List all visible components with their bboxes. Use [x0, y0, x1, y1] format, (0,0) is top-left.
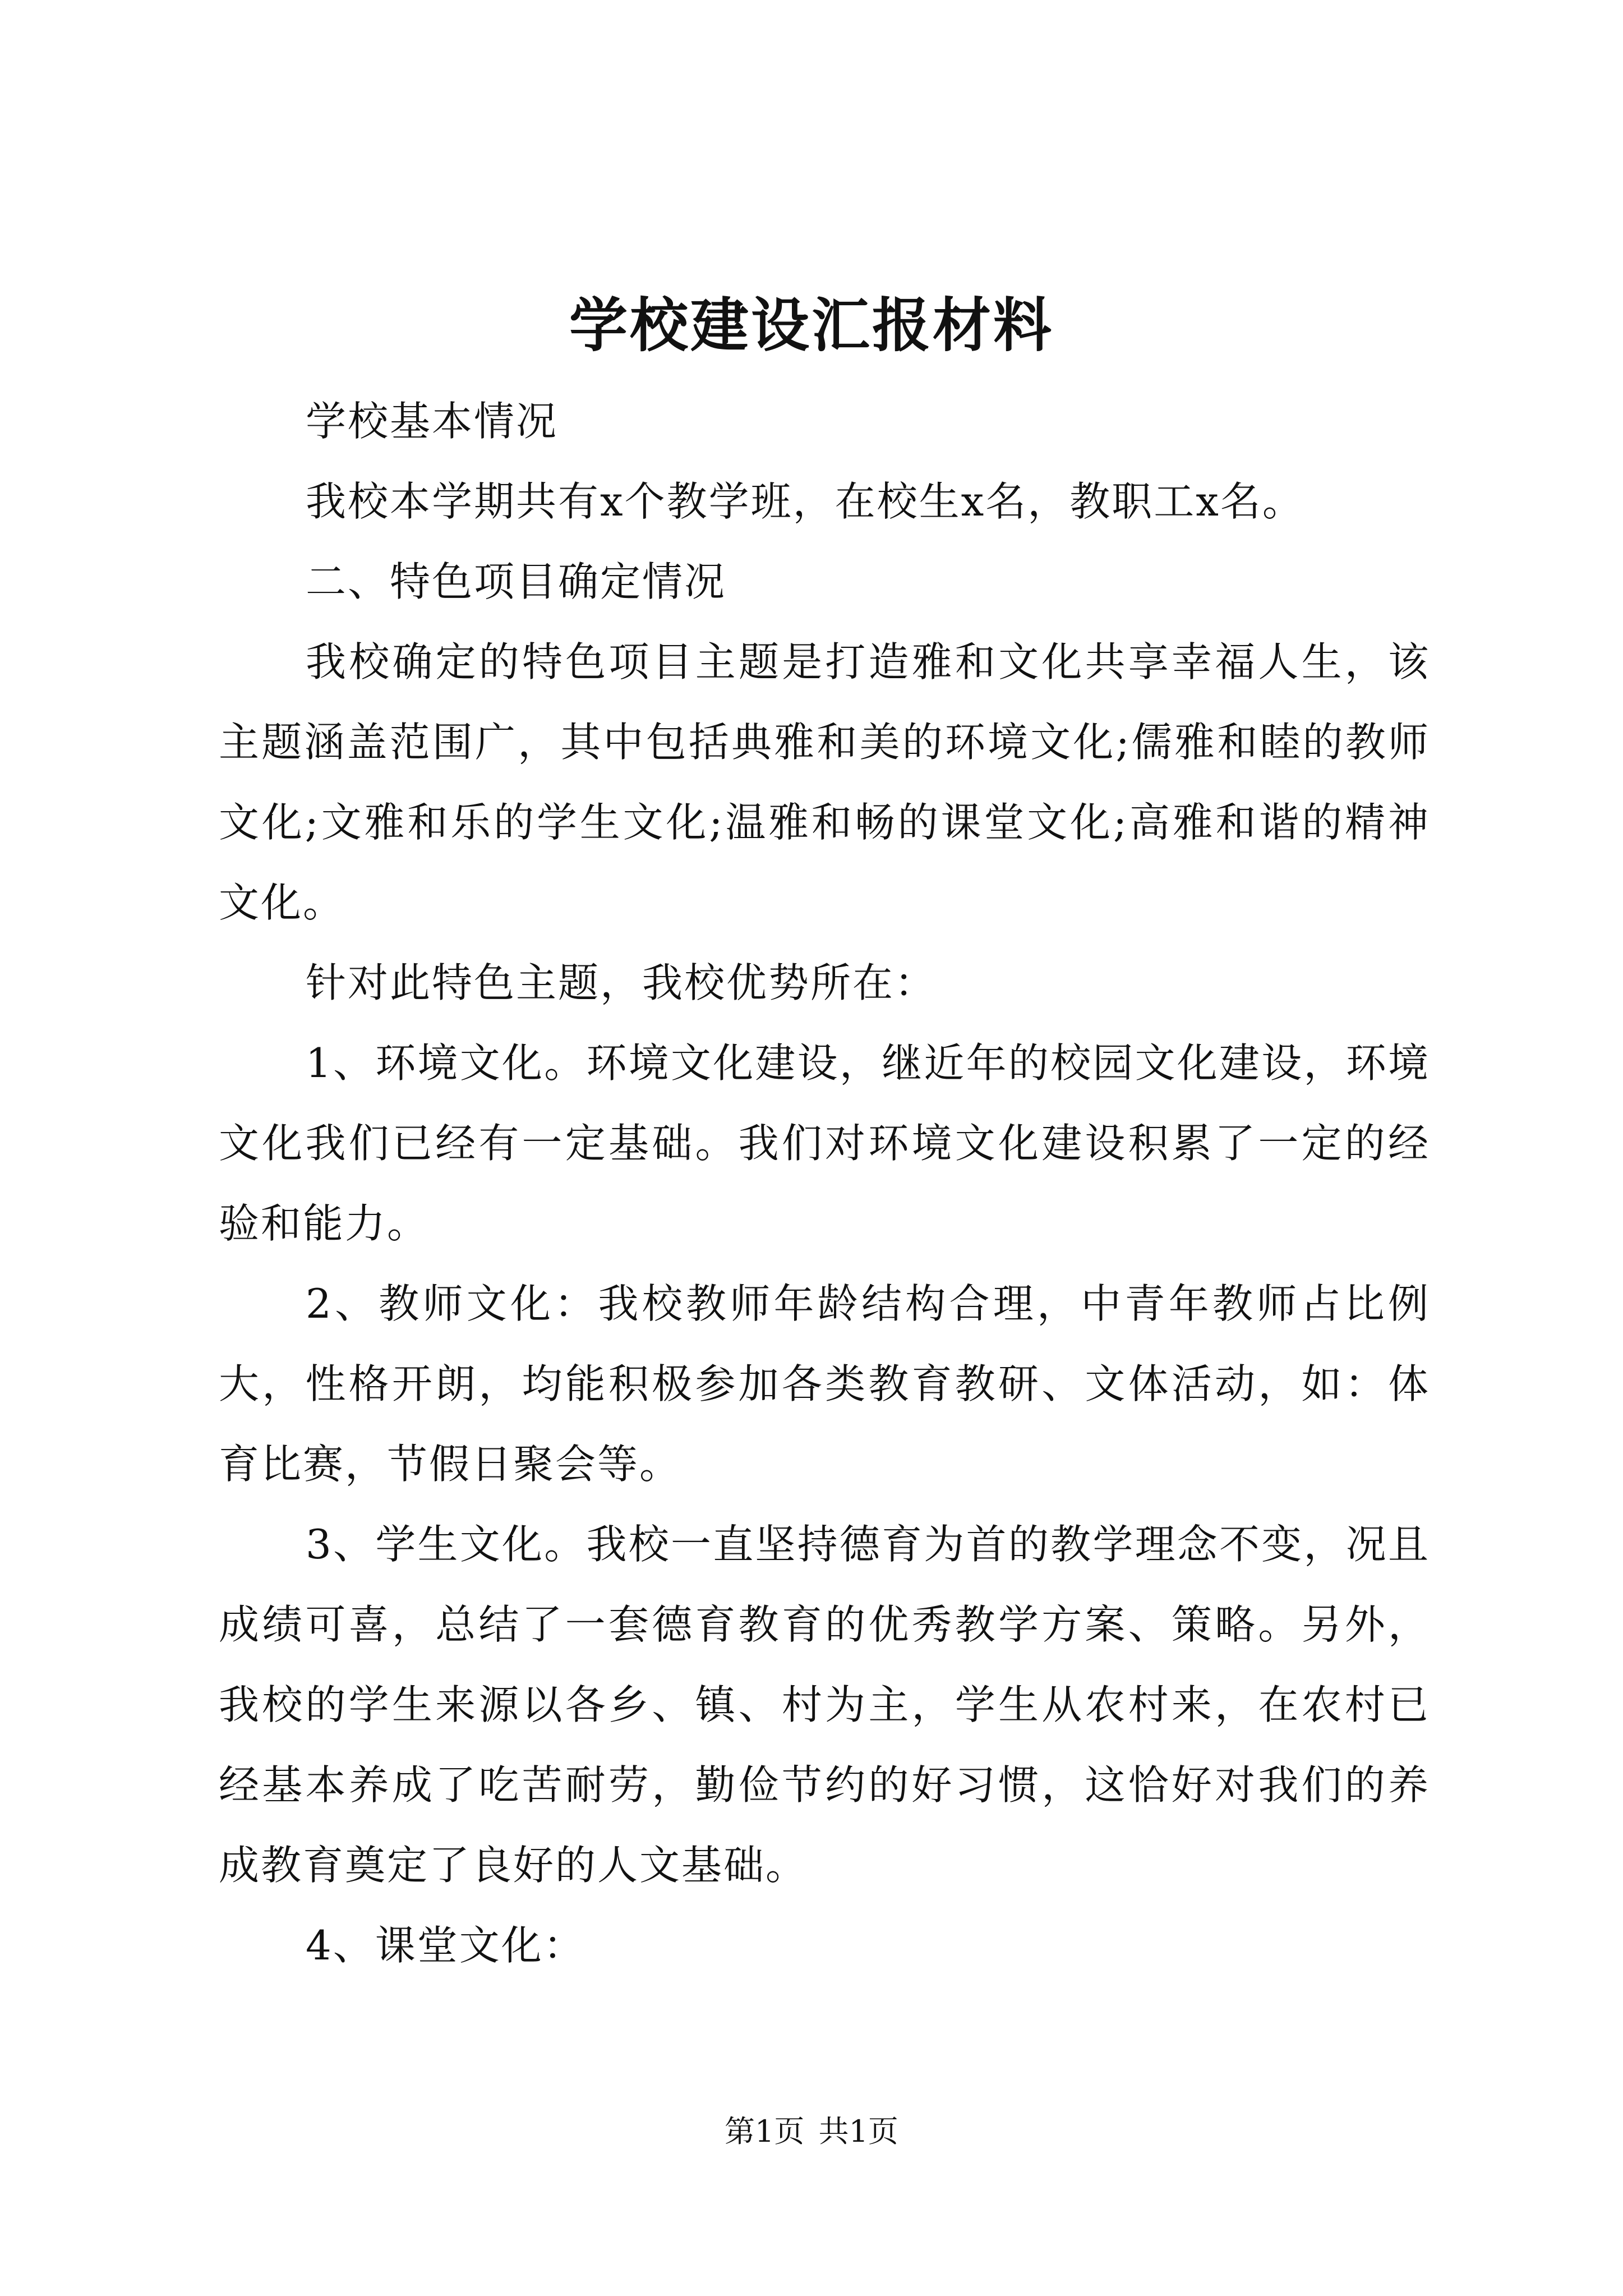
paragraph-feature-theme: 我校确定的特色项目主题是打造雅和文化共享幸福人生，该主题涵盖范围广，其中包括典雅和美的环境文化;儒雅和睦的教师文化;文雅和乐的学生文化;温雅和畅的课堂文化;高雅和谐的精神文化。 [219, 638, 1430, 926]
paragraph-teacher-culture: 2、教师文化：我校教师年龄结构合理，中青年教师占比例大，性格开朗，均能积极参加各类教育教研、文体活动，如：体育比赛，节假日聚会等。 [219, 1280, 1430, 1488]
paragraph-student-culture: 3、学生文化。我校一直坚持德育为首的教学理念不变，况且成绩可喜，总结了一套德育教育的优秀教学方案、策略。另外，我校的学生来源以各乡、镇、村为主，学生从农村来，在农村已经基本养成了吃苦耐劳，勤俭节约的好习惯，这恰好对我们的养成教育奠定了良好的人文基础。 [219, 1521, 1430, 1889]
section-heading-basic-info: 学校基本情况 [306, 398, 559, 445]
paragraph-classroom-culture: 4、课堂文化： [306, 1922, 585, 1969]
page-number: 第1页 [725, 2114, 805, 2149]
page-footer [0, 2109, 1623, 2154]
paragraph-environment-culture: 1、环境文化。环境文化建设，继近年的校园文化建设，环境文化我们已经有一定基础。我们对环境文化建设积累了一定的经验和能力。 [219, 1039, 1430, 1247]
paragraph-advantages-intro: 针对此特色主题，我校优势所在： [306, 959, 937, 1006]
paragraph-school-stats: 我校本学期共有x个教学班，在校生x名，教职工x名。 [306, 478, 1304, 525]
section-heading-feature-project: 二、特色项目确定情况 [306, 558, 727, 605]
page-total: 共1页 [818, 2114, 898, 2149]
document-title: 学校建设汇报材料 [569, 291, 1054, 360]
document-body [219, 381, 1430, 1986]
